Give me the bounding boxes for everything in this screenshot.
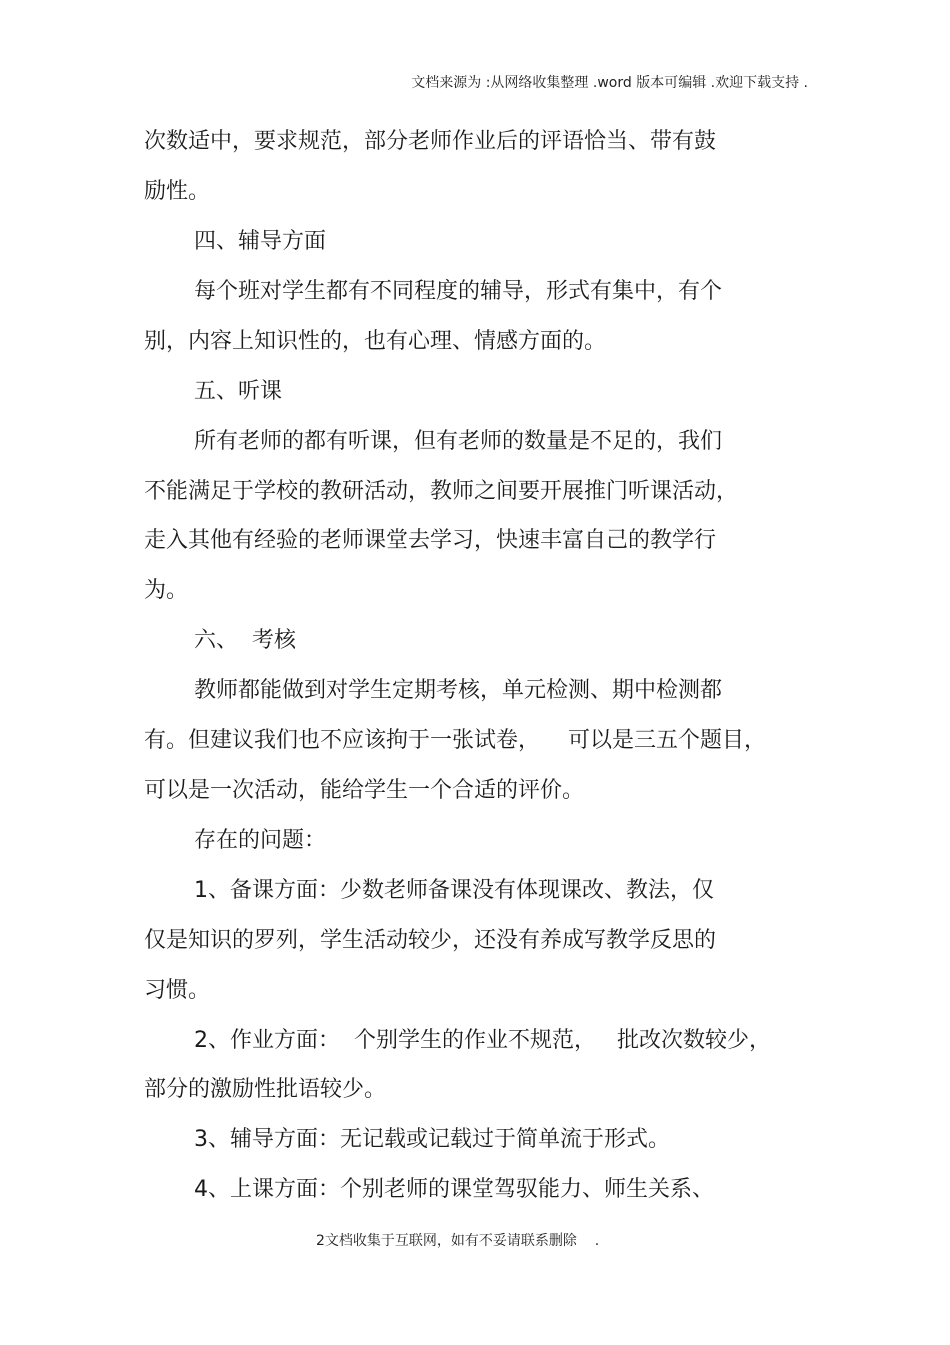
body-line: 励性。: [144, 179, 211, 204]
section-heading: 六、 考核: [194, 628, 296, 653]
body-line: 可以是一次活动，能给学生一个合适的评价。: [144, 778, 585, 803]
body-line: 别，内容上知识性的，也有心理、情感方面的。: [144, 329, 607, 354]
body-line: 有。但建议我们也不应该拘于一张试卷， 可以是三五个题目，: [144, 728, 766, 753]
body-line: 习惯。: [144, 978, 211, 1003]
body-line: 1、备课方面：少数老师备课没有体现课改、教法，仅: [194, 878, 714, 903]
page-header-note: 文档来源为 :从网络收集整理 .word 版本可编辑 .欢迎下载支持 .: [411, 75, 808, 91]
body-line: 教师都能做到对学生定期考核，单元检测、期中检测都: [194, 678, 723, 703]
body-line: 部分的激励性批语较少。: [144, 1077, 387, 1102]
section-heading: 存在的问题：: [194, 828, 327, 853]
body-line: 3、辅导方面：无记载或记载过于简单流于形式。: [194, 1127, 670, 1152]
body-line: 每个班对学生都有不同程度的辅导，形式有集中，有个: [194, 279, 723, 304]
section-heading: 五、听课: [194, 379, 283, 404]
body-line: 4、上课方面：个别老师的课堂驾驭能力、师生关系、: [194, 1177, 714, 1202]
body-line: 走入其他有经验的老师课堂去学习，快速丰富自己的教学行: [144, 528, 717, 553]
page-footer-note: 2文档收集于互联网，如有不妥请联系删除 .: [316, 1233, 600, 1249]
body-line: 次数适中，要求规范，部分老师作业后的评语恰当、带有鼓: [144, 129, 717, 154]
body-line: 为。: [144, 578, 189, 603]
section-heading: 四、辅导方面: [194, 229, 327, 254]
body-line: 所有老师的都有听课，但有老师的数量是不足的，我们: [194, 429, 723, 454]
body-line: 2、作业方面： 个别学生的作业不规范， 批改次数较少，: [194, 1028, 771, 1053]
body-line: 不能满足于学校的教研活动，教师之间要开展推门听课活动，: [144, 479, 739, 504]
body-line: 仅是知识的罗列，学生活动较少，还没有养成写教学反思的: [144, 928, 717, 953]
